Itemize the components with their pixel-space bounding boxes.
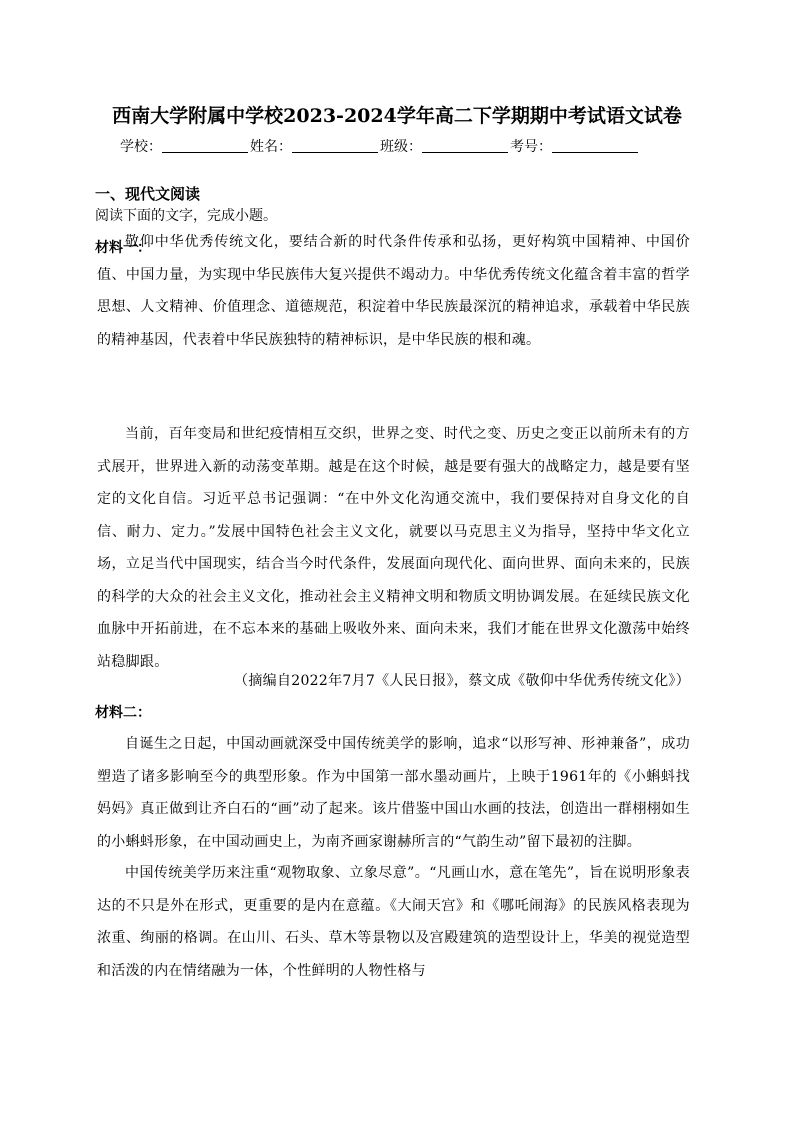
exam-no-label: 考号： (510, 139, 552, 155)
material1-paragraph: 当前，百年变局和世纪疫情相互交织，世界之变、时代之变、历史之变正以前所未有的方式展开，世界进入新的动荡变革期。越是在这个时候，越是要有强大的战略定力，越是要有坚定的文化自信。习近平总书记强调：“在中外文化沟通交流中，我们要保持对自身文化的自信、耐力、定力。”发展中国特色社会主义文化，就要以马克思主义为指导，坚持中华文化立场，立足当代中国现实，结合当今时代条件，发展面向现代化、面向世界、面向未来的，民族的科学的大众的社会主义文化，推动社会主义精神文明和物质文明协调发展。在延续民族文化血脉中开拓前进，在不忘本来的基础上吸收外来、面向未来，我们才能在世界文化激荡中始终站稳脚跟。 (97, 426, 690, 670)
section-heading: 一、现代文阅读 (95, 185, 201, 203)
name-label: 姓名： (250, 139, 292, 155)
school-label: 学校： (120, 139, 162, 155)
material2-label: 材料二： (95, 705, 151, 721)
exam-no-blank (552, 138, 638, 153)
material1-paragraph: 敬仰中华优秀传统文化，要结合新的时代条件传承和弘扬，更好构筑中国精神、中国价值、中国力量，为实现中华民族伟大复兴提供不竭动力。中华优秀传统文化蕴含着丰富的哲学思想、人文精神、价值理念、道德规范，积淀着中华民族最深沉的精神追求，承载着中华民族的精神基因，代表着中华民族独特的精神标识，是中华民族的根和魂。 (97, 234, 690, 348)
school-blank (162, 138, 248, 153)
page-title: 西南大学附属中学校2023-2024学年高二下学期期中考试语文试卷 (112, 105, 682, 127)
name-blank (292, 138, 378, 153)
material2-paragraph: 中国传统美学历来注重“观物取象、立象尽意”。“凡画山水，意在笔先”，旨在说明形象表达的不只是外在形式，更重要的是内在意蕴。《大闹天宫》和《哪吒闹海》的民族风格表现为浓重、绚丽的格调。在山川、石头、草木等景物以及宫殿建筑的造型设计上，华美的视觉造型和活泼的内在情绪融为一体，个性鲜明的人物性格与 (97, 865, 690, 979)
material1-source: （摘编自2022年7月7《人民日报》，蔡文成《敬仰中华优秀传统文化》） (234, 673, 690, 689)
class-blank (422, 138, 508, 153)
class-label: 班级： (380, 139, 422, 155)
section-instruction: 阅读下面的文字，完成小题。 (95, 208, 277, 224)
student-info-row (120, 136, 640, 156)
material2-paragraph: 自诞生之日起，中国动画就深受中国传统美学的影响，追求“以形写神、形神兼备”，成功塑造了诸多影响至今的典型形象。作为中国第一部水墨动画片，上映于1961年的《小蝌蚪找妈妈》真正做到让齐白石的“画”动了起来。该片借鉴中国山水画的技法，创造出一群栩栩如生的小蝌蚪形象，在中国动画史上，为南齐画家谢赫所言的“气韵生动”留下最初的注脚。 (97, 736, 690, 850)
material1-label: 材料一： (95, 240, 151, 256)
